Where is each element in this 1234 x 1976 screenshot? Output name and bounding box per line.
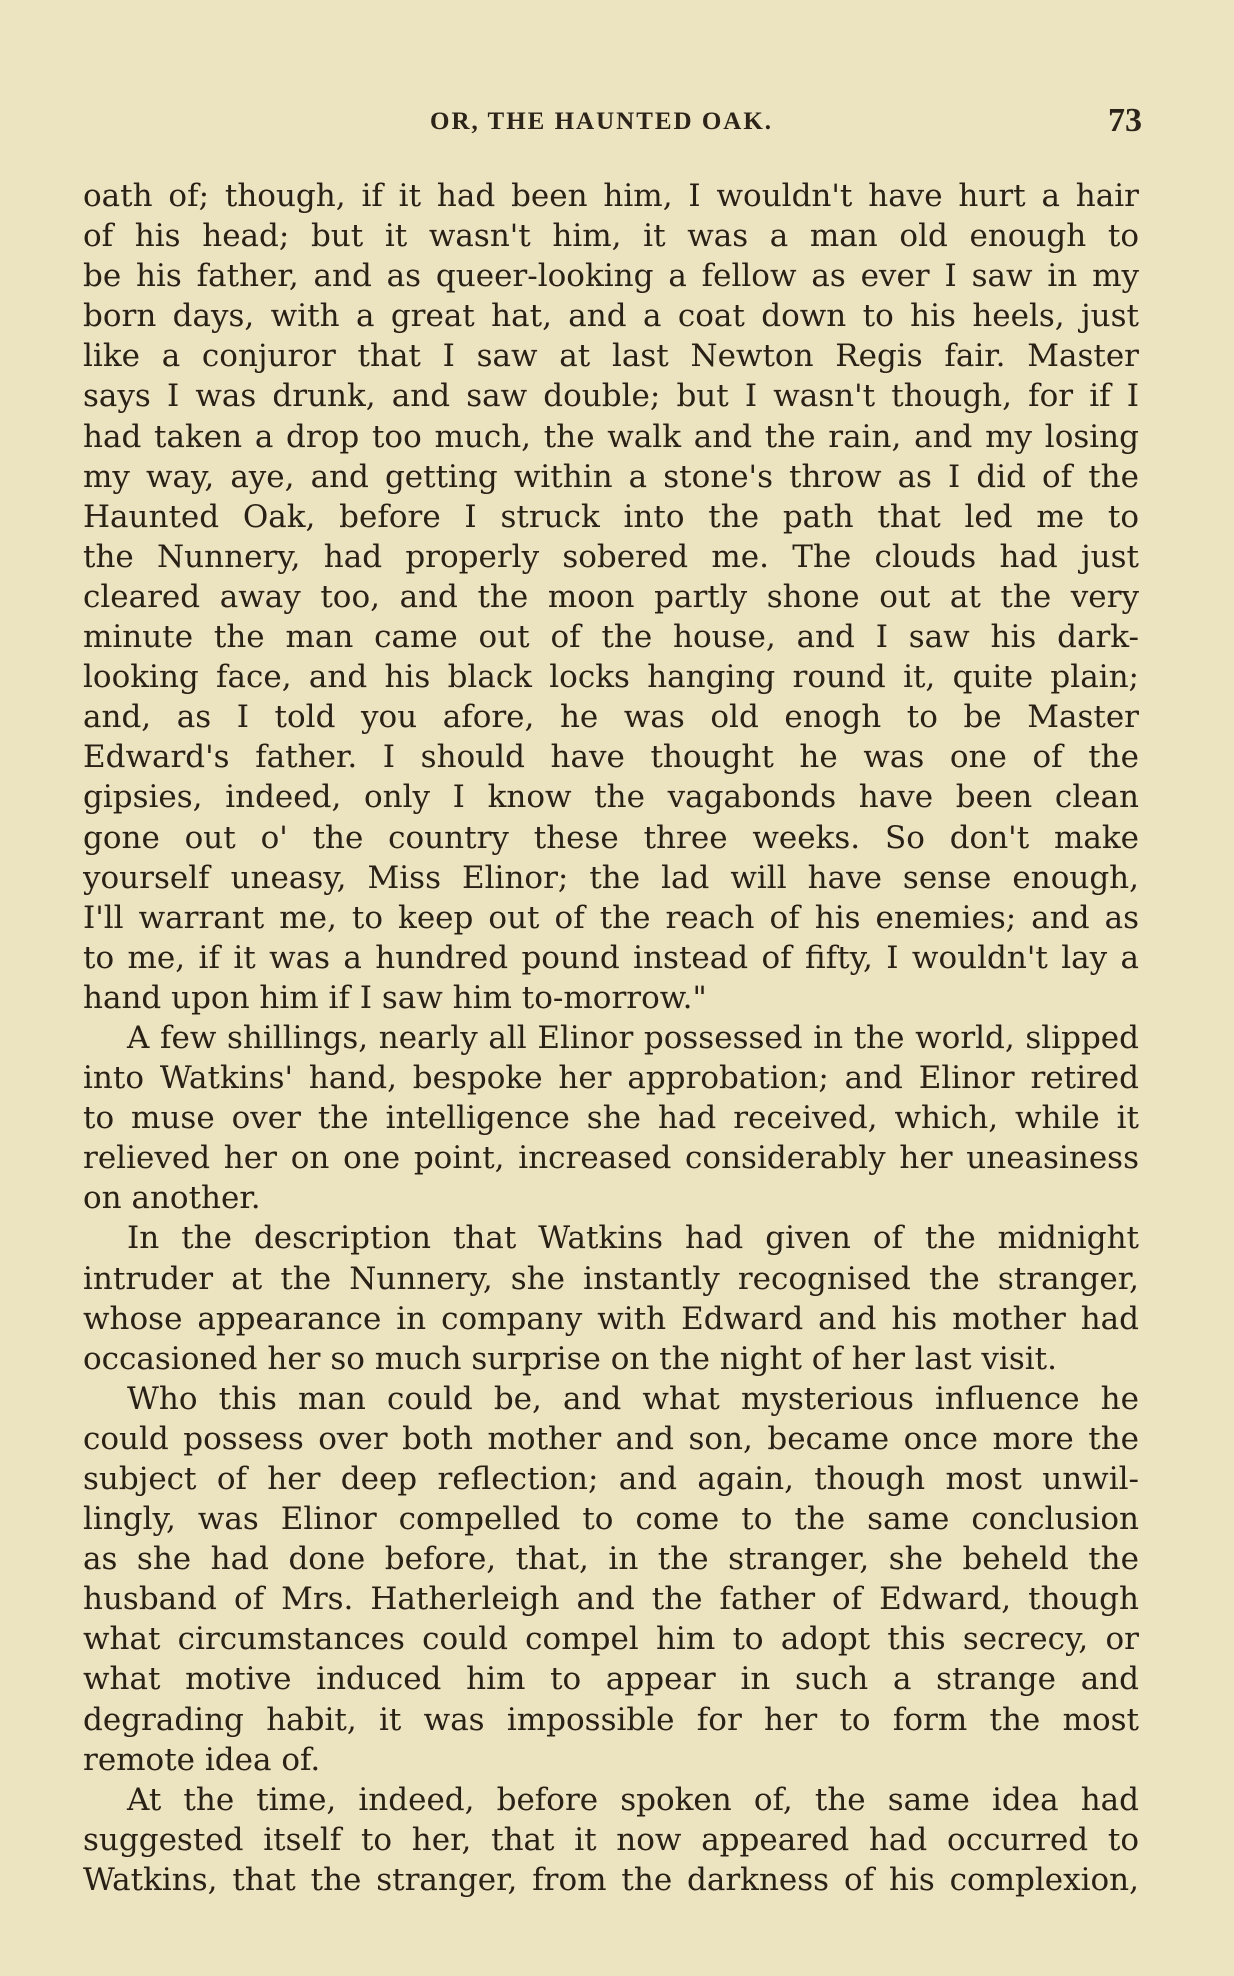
text-line: the Nunnery, had properly sobered me. The clouds had just (83, 538, 1139, 575)
text-line: like a conjuror that I saw at last Newton Regis fair. Master (83, 338, 1139, 375)
text-line: Edward's father. I should have thought he was one of the (83, 739, 1139, 776)
text-line: to muse over the intelligence she had received, which, while it (83, 1100, 1139, 1137)
text-line: gone out o' the country these three weeks. So don't make (83, 819, 1139, 856)
text-line: into Watkins' hand, bespoke her approbation; and Elinor retired (83, 1060, 1139, 1097)
running-head: OR, THE HAUNTED OAK. (430, 108, 774, 135)
text-line: occasioned her so much surprise on the night of her last visit. (83, 1340, 1057, 1377)
text-line: my way, aye, and getting within a stone's throw as I did of the (83, 458, 1139, 495)
text-line: had taken a drop too much, the walk and the rain, and my losing (83, 418, 1139, 455)
text-line: cleared away too, and the moon partly shone out at the very (83, 578, 1139, 615)
text-line: I'll warrant me, to keep out of the reach of his enemies; and as (83, 899, 1139, 936)
text-line: as she had done before, that, in the stranger, she beheld the (83, 1541, 1139, 1578)
text-line: of his head; but it wasn't him, it was a man old enough to (83, 218, 1139, 255)
text-line: subject of her deep reflection; and again, though most unwil- (83, 1461, 1139, 1497)
text-line: Who this man could be, and what mysterious influence he (127, 1380, 1139, 1417)
text-line: to me, if it was a hundred pound instead of fifty, I wouldn't lay a (83, 939, 1139, 976)
text-line: minute the man came out of the house, and I saw his dark- (83, 619, 1139, 656)
text-line: degrading habit, it was impossible for her to form the most (83, 1701, 1139, 1738)
text-line: be his father, and as queer-looking a fellow as ever I saw in my (83, 258, 1139, 295)
text-line: lingly, was Elinor compelled to come to the same conclusion (83, 1501, 1139, 1538)
page-body (83, 176, 1139, 1900)
text-line: oath of; though, if it had been him, I wouldn't have hurt a hair (83, 178, 1139, 214)
page-header (0, 102, 1234, 142)
text-line: Watkins, that the stranger, from the darkness of his complexion, (83, 1861, 1139, 1898)
text-line: what motive induced him to appear in such a strange and (83, 1661, 1139, 1698)
text-line: what circumstances could compel him to adopt this secrecy, or (83, 1621, 1139, 1658)
text-line: whose appearance in company with Edward and his mother had (83, 1300, 1139, 1337)
text-line: yourself uneasy, Miss Elinor; the lad will have sense enough, (83, 859, 1139, 896)
text-line: born days, with a great hat, and a coat down to his heels, just (83, 298, 1139, 335)
text-line: could possess over both mother and son, became once more the (83, 1420, 1139, 1457)
text-line: and, as I told you afore, he was old enogh to be Master (83, 699, 1139, 736)
text-line: relieved her on one point, increased considerably her uneasiness (83, 1140, 1139, 1177)
text-line: says I was drunk, and saw double; but I wasn't though, for if I (83, 378, 1139, 415)
text-line: gipsies, indeed, only I know the vagabonds have been clean (83, 779, 1139, 816)
text-line: Haunted Oak, before I struck into the path that led me to (83, 498, 1139, 535)
text-line: At the time, indeed, before spoken of, the same idea had (127, 1781, 1139, 1818)
text-line: remote idea of. (83, 1741, 321, 1778)
text-line: husband of Mrs. Hatherleigh and the father of Edward, though (83, 1581, 1139, 1618)
text-line: suggested itself to her, that it now appeared had occurred to (83, 1821, 1139, 1858)
text-line: A few shillings, nearly all Elinor possessed in the world, slipped (127, 1019, 1139, 1056)
text-line: hand upon him if I saw him to-morrow." (83, 979, 707, 1016)
text-line: looking face, and his black locks hanging round it, quite plain; (83, 659, 1139, 696)
text-line: intruder at the Nunnery, she instantly recognised the stranger, (83, 1260, 1139, 1297)
page-number: 73 (1108, 102, 1142, 139)
text-line: on another. (83, 1180, 261, 1217)
text-line: In the description that Watkins had given of the midnight (127, 1220, 1139, 1257)
